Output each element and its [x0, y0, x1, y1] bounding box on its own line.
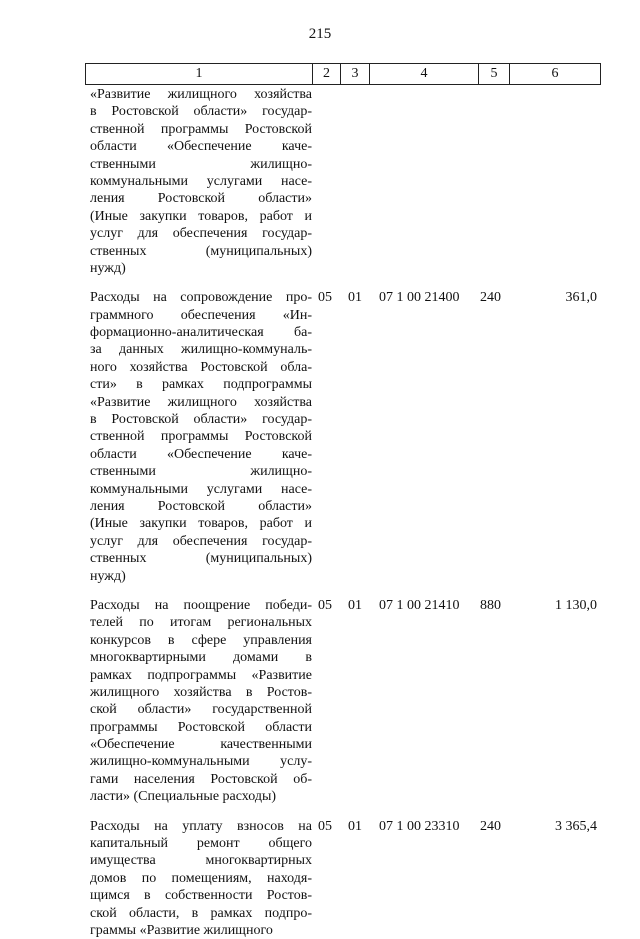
- header-col-1: 1: [195, 66, 203, 81]
- description-line: области «Обеспечение каче-: [90, 139, 312, 155]
- description-line: коммунальными услугами насе-: [90, 481, 312, 497]
- header-col-6: 6: [509, 64, 600, 84]
- description-line: граммы «Развитие жилищного: [90, 922, 273, 938]
- description-line: в Ростовской области» государ-: [90, 412, 312, 428]
- description-line: щимся в собственности Ростов-: [90, 888, 312, 904]
- row-description: [90, 597, 312, 806]
- description-line: капитальный ремонт общего: [90, 836, 312, 852]
- amount-value: 3 365,4: [555, 818, 597, 834]
- description-line: ственных (муниципальных): [90, 243, 312, 259]
- table-body: [85, 86, 601, 939]
- description-line: (Иные закупки товаров, работ и: [90, 208, 312, 224]
- description-line: ного хозяйства Ростовской обла-: [90, 359, 312, 375]
- header-col-4: 4: [369, 64, 478, 84]
- target-article-code: 07 1 00 23310: [379, 818, 460, 834]
- description-line: ственными жилищно-: [90, 464, 312, 480]
- description-line: граммного обеспечения «Ин-: [90, 307, 312, 323]
- section-code: 05: [318, 597, 332, 613]
- description-line: телей по итогам региональных: [90, 615, 312, 631]
- header-col-2: 2: [312, 64, 340, 84]
- description-line: формационно-аналитическая ба-: [90, 325, 312, 341]
- description-line: Расходы на уплату взносов на: [90, 818, 312, 834]
- description-line: сти» в рамках подпрограммы: [90, 377, 312, 393]
- amount-value: 361,0: [565, 290, 597, 306]
- description-line: области «Обеспечение каче-: [90, 446, 312, 462]
- table-row: [85, 289, 601, 585]
- description-line: ления Ростовской области»: [90, 191, 312, 207]
- table-header: [85, 63, 601, 85]
- description-line: ской области» государственной: [90, 702, 312, 718]
- subsection-code: 01: [348, 597, 362, 613]
- description-line: жилищного хозяйства в Ростов-: [90, 684, 312, 700]
- description-line: ской области, в рамках подпро-: [90, 905, 312, 921]
- header-col-3: 3: [340, 64, 369, 84]
- table-row: [85, 86, 601, 277]
- description-line: гами населения Ростовской об-: [90, 771, 312, 787]
- section-code: 05: [318, 818, 332, 834]
- description-line: ления Ростовской области»: [90, 498, 312, 514]
- page-number: 215: [308, 26, 332, 42]
- description-line: в Ростовской области» государ-: [90, 104, 312, 120]
- expense-type-code: 240: [480, 818, 501, 834]
- description-line: нужд): [90, 260, 126, 276]
- description-line: программы Ростовской области: [90, 719, 312, 735]
- target-article-code: 07 1 00 21400: [379, 290, 460, 306]
- header-col-5: 5: [478, 64, 509, 84]
- description-line: за данных жилищно-коммуналь-: [90, 342, 312, 358]
- description-line: (Иные закупки товаров, работ и: [90, 516, 312, 532]
- description-line: ственных (муниципальных): [90, 551, 312, 567]
- description-line: конкурсов в сфере управления: [90, 632, 312, 648]
- description-line: «Развитие жилищного хозяйства: [90, 394, 312, 410]
- row-description: [90, 289, 312, 585]
- section-code: 05: [318, 290, 332, 306]
- subsection-code: 01: [348, 290, 362, 306]
- description-line: «Обеспечение качественными: [90, 737, 312, 753]
- description-line: коммунальными услугами насе-: [90, 173, 312, 189]
- description-line: ственными жилищно-: [90, 156, 312, 172]
- description-line: домов по помещениям, находя-: [90, 870, 312, 886]
- expense-type-code: 880: [480, 597, 501, 613]
- description-line: ственной программы Ростовской: [90, 121, 312, 137]
- expense-type-code: 240: [480, 290, 501, 306]
- amount-value: 1 130,0: [555, 597, 597, 613]
- description-line: многоквартирными домами в: [90, 650, 312, 666]
- description-line: ственной программы Ростовской: [90, 429, 312, 445]
- description-line: ласти» (Специальные расходы): [90, 789, 277, 805]
- subsection-code: 01: [348, 818, 362, 834]
- table-row: [85, 597, 601, 806]
- description-line: услуг для обеспечения государ-: [90, 533, 312, 549]
- description-line: Расходы на сопровождение про-: [90, 290, 312, 306]
- target-article-code: 07 1 00 21410: [379, 597, 460, 613]
- description-line: жилищно-коммунальными услу-: [90, 754, 312, 770]
- table-row: [85, 818, 601, 939]
- row-description: [90, 86, 312, 277]
- description-line: Расходы на поощрение победи-: [90, 597, 312, 613]
- description-line: рамках подпрограммы «Развитие: [90, 667, 312, 683]
- description-line: имущества многоквартирных: [90, 853, 312, 869]
- description-line: нужд): [90, 568, 126, 584]
- description-line: услуг для обеспечения государ-: [90, 226, 312, 242]
- description-line: «Развитие жилищного хозяйства: [90, 87, 312, 102]
- row-description: [90, 818, 312, 939]
